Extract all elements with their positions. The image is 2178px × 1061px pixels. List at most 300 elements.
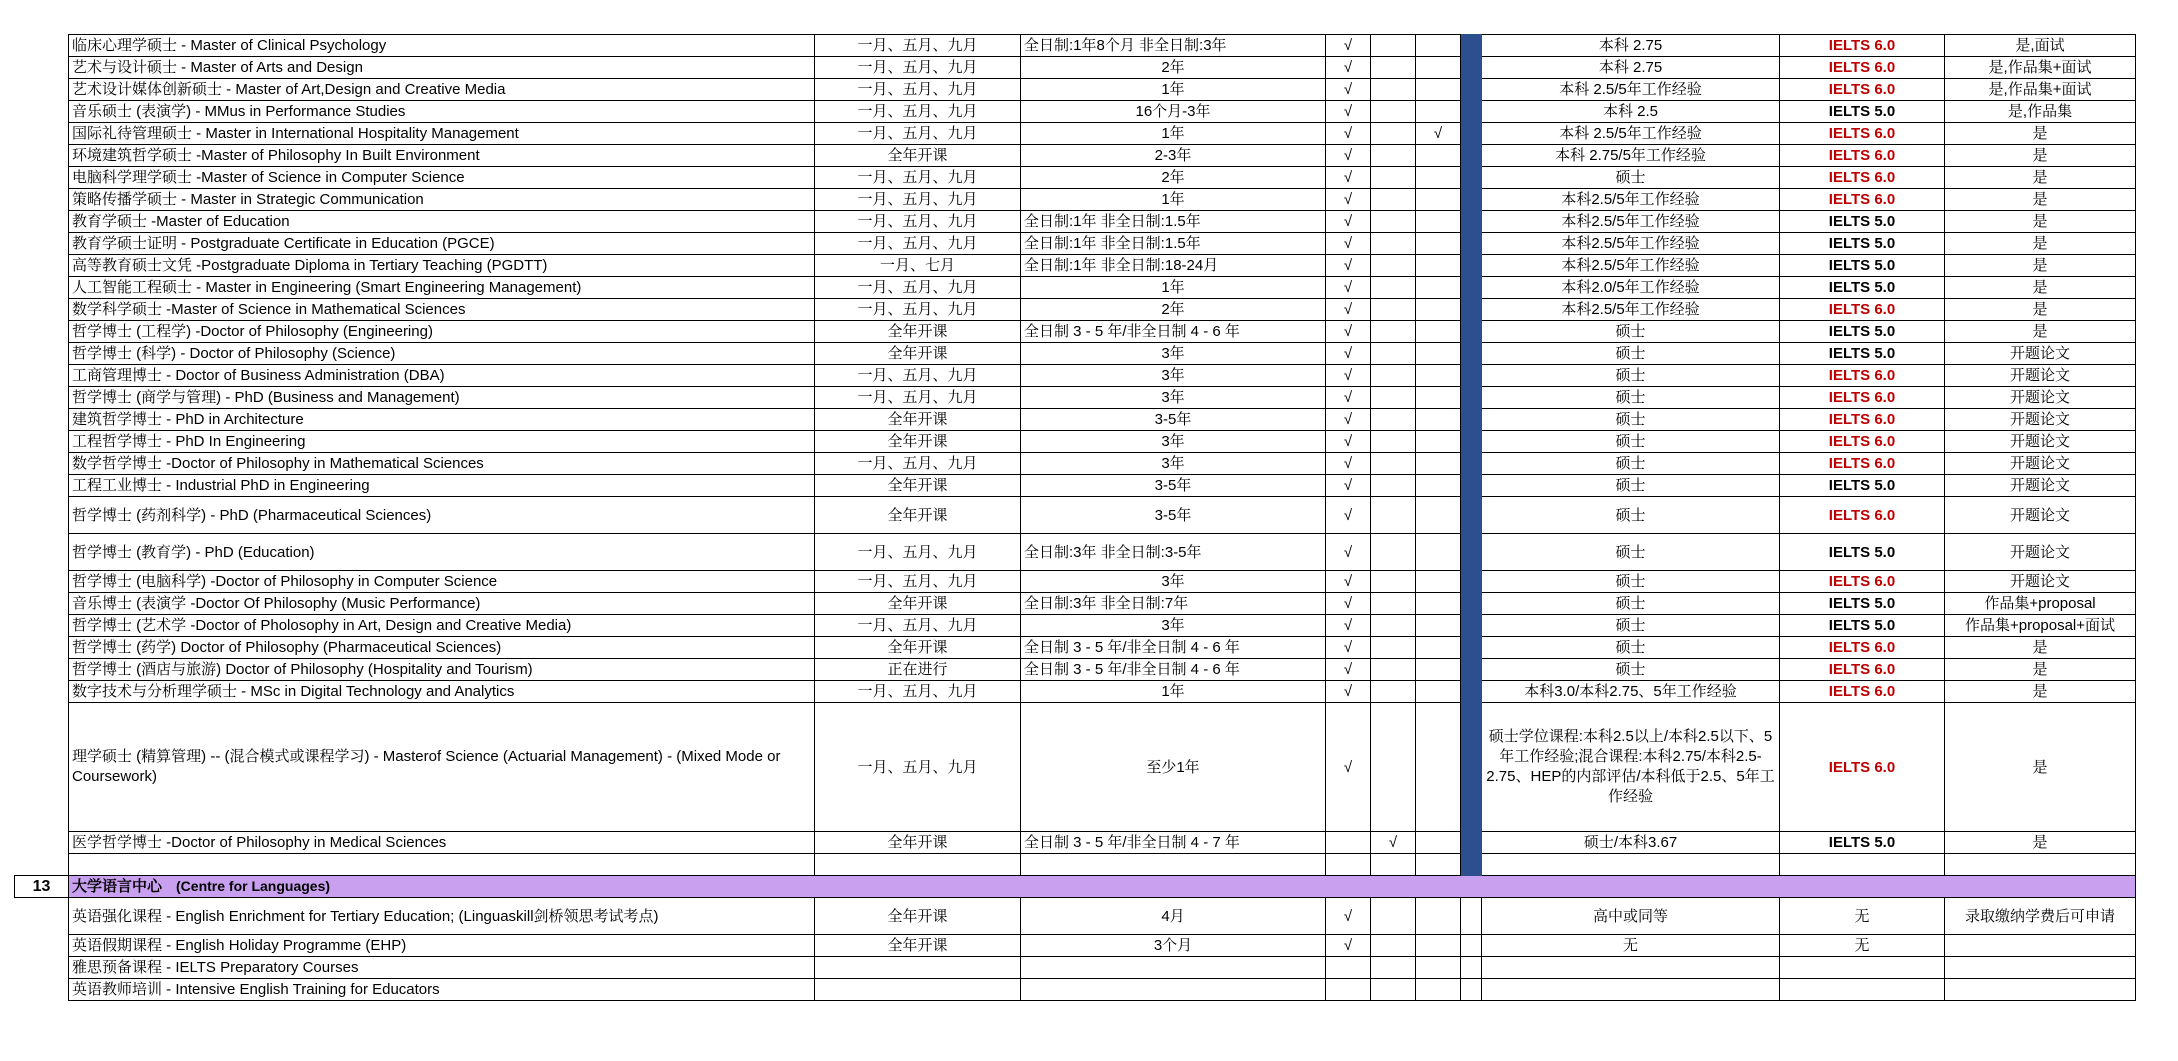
row-number-cell bbox=[15, 145, 69, 167]
interview-note: 是 bbox=[1945, 145, 2136, 167]
interview-note: 是 bbox=[1945, 123, 2136, 145]
check-mark: √ bbox=[1326, 299, 1371, 321]
check-mark bbox=[1416, 571, 1461, 593]
divider-column bbox=[1461, 497, 1482, 534]
intake-months: 一月、五月、九月 bbox=[815, 571, 1021, 593]
row-number-cell bbox=[15, 475, 69, 497]
check-mark bbox=[1371, 255, 1416, 277]
empty-cell bbox=[1945, 854, 2136, 876]
section-title-en: (Centre for Languages) bbox=[176, 878, 331, 894]
check-mark bbox=[1371, 935, 1416, 957]
check-mark bbox=[1371, 979, 1416, 1001]
program-name: 哲学博士 (药学) Doctor of Philosophy (Pharmaceutical Sciences) bbox=[69, 637, 815, 659]
intake-months bbox=[815, 957, 1021, 979]
intake-months: 一月、五月、九月 bbox=[815, 299, 1021, 321]
spacer-row bbox=[15, 854, 2136, 876]
check-mark bbox=[1416, 832, 1461, 854]
empty-cell bbox=[1416, 854, 1461, 876]
table-row bbox=[15, 343, 2136, 365]
check-mark bbox=[1416, 35, 1461, 57]
row-number-cell bbox=[15, 534, 69, 571]
check-mark: √ bbox=[1326, 475, 1371, 497]
table-row bbox=[15, 255, 2136, 277]
row-number-cell bbox=[15, 167, 69, 189]
empty-cell bbox=[1461, 935, 1482, 957]
ielts-score: IELTS 6.0 bbox=[1780, 189, 1945, 211]
intake-months: 一月、五月、九月 bbox=[815, 681, 1021, 703]
intake-months: 全年开课 bbox=[815, 343, 1021, 365]
table-row bbox=[15, 365, 2136, 387]
intake-months: 一月、五月、九月 bbox=[815, 277, 1021, 299]
program-name: 医学哲学博士 -Doctor of Philosophy in Medical Sciences bbox=[69, 832, 815, 854]
duration: 全日制:1年8个月 非全日制:3年 bbox=[1021, 35, 1326, 57]
table-row bbox=[15, 957, 2136, 979]
duration: 全日制:1年 非全日制:1.5年 bbox=[1021, 211, 1326, 233]
table-row bbox=[15, 145, 2136, 167]
entry-requirement: 本科 2.75 bbox=[1482, 35, 1780, 57]
duration: 全日制:1年 非全日制:18-24月 bbox=[1021, 255, 1326, 277]
entry-requirement: 硕士 bbox=[1482, 571, 1780, 593]
check-mark bbox=[1416, 321, 1461, 343]
check-mark bbox=[1371, 299, 1416, 321]
row-number-cell bbox=[15, 343, 69, 365]
intake-months: 一月、五月、九月 bbox=[815, 123, 1021, 145]
entry-requirement: 硕士 bbox=[1482, 637, 1780, 659]
check-mark bbox=[1371, 615, 1416, 637]
check-mark bbox=[1371, 453, 1416, 475]
intake-months: 一月、五月、九月 bbox=[815, 189, 1021, 211]
divider-column bbox=[1461, 593, 1482, 615]
divider-column bbox=[1461, 343, 1482, 365]
intake-months: 全年开课 bbox=[815, 497, 1021, 534]
intake-months: 一月、五月、九月 bbox=[815, 453, 1021, 475]
program-name: 哲学博士 (艺术学 -Doctor of Pholosophy in Art, Design and Creative Media) bbox=[69, 615, 815, 637]
row-number-cell bbox=[15, 659, 69, 681]
divider-column bbox=[1461, 321, 1482, 343]
ielts-score: IELTS 5.0 bbox=[1780, 475, 1945, 497]
duration: 2-3年 bbox=[1021, 145, 1326, 167]
row-number-cell bbox=[15, 832, 69, 854]
row-number-cell bbox=[15, 101, 69, 123]
ielts-score: IELTS 6.0 bbox=[1780, 571, 1945, 593]
empty-cell bbox=[815, 854, 1021, 876]
intake-months: 一月、五月、九月 bbox=[815, 211, 1021, 233]
ielts-score: IELTS 5.0 bbox=[1780, 832, 1945, 854]
program-name: 教育学硕士 -Master of Education bbox=[69, 211, 815, 233]
interview-note: 是 bbox=[1945, 167, 2136, 189]
duration: 2年 bbox=[1021, 167, 1326, 189]
row-number-cell bbox=[15, 79, 69, 101]
row-number-cell bbox=[15, 637, 69, 659]
check-mark: √ bbox=[1326, 57, 1371, 79]
entry-requirement: 本科 2.5 bbox=[1482, 101, 1780, 123]
check-mark: √ bbox=[1326, 681, 1371, 703]
intake-months: 一月、五月、九月 bbox=[815, 534, 1021, 571]
table-row bbox=[15, 681, 2136, 703]
ielts-score: 无 bbox=[1780, 898, 1945, 935]
check-mark: √ bbox=[1326, 365, 1371, 387]
program-name: 高等教育硕士文凭 -Postgraduate Diploma in Tertiary Teaching (PGDTT) bbox=[69, 255, 815, 277]
program-table bbox=[14, 34, 2136, 1001]
row-number-cell bbox=[15, 431, 69, 453]
row-number-cell bbox=[15, 123, 69, 145]
section-number: 13 bbox=[15, 876, 69, 898]
check-mark bbox=[1371, 593, 1416, 615]
check-mark bbox=[1416, 453, 1461, 475]
entry-requirement: 硕士 bbox=[1482, 431, 1780, 453]
check-mark bbox=[1416, 167, 1461, 189]
program-name: 电脑科学理学硕士 -Master of Science in Computer Science bbox=[69, 167, 815, 189]
entry-requirement: 硕士学位课程:本科2.5以上/本科2.5以下、5年工作经验;混合课程:本科2.75/本科2.5-2.75、HEP的内部评估/本科低于2.5、5年工作经验 bbox=[1482, 703, 1780, 832]
divider-column bbox=[1461, 101, 1482, 123]
check-mark: √ bbox=[1326, 233, 1371, 255]
program-name: 数学哲学博士 -Doctor of Philosophy in Mathematical Sciences bbox=[69, 453, 815, 475]
ielts-score: IELTS 6.0 bbox=[1780, 79, 1945, 101]
check-mark bbox=[1416, 431, 1461, 453]
row-number-cell bbox=[15, 233, 69, 255]
duration bbox=[1021, 957, 1326, 979]
divider-column bbox=[1461, 475, 1482, 497]
check-mark: √ bbox=[1326, 123, 1371, 145]
check-mark bbox=[1371, 534, 1416, 571]
check-mark bbox=[1371, 35, 1416, 57]
interview-note: 是 bbox=[1945, 299, 2136, 321]
table-row bbox=[15, 101, 2136, 123]
ielts-score: IELTS 5.0 bbox=[1780, 277, 1945, 299]
intake-months: 全年开课 bbox=[815, 832, 1021, 854]
check-mark bbox=[1371, 703, 1416, 832]
check-mark bbox=[1416, 979, 1461, 1001]
table-row bbox=[15, 167, 2136, 189]
duration: 全日制 3 - 5 年/非全日制 4 - 6 年 bbox=[1021, 659, 1326, 681]
check-mark: √ bbox=[1326, 431, 1371, 453]
table-row bbox=[15, 321, 2136, 343]
duration: 2年 bbox=[1021, 299, 1326, 321]
interview-note: 是 bbox=[1945, 637, 2136, 659]
check-mark bbox=[1416, 593, 1461, 615]
table-row bbox=[15, 453, 2136, 475]
program-name: 雅思预备课程 - IELTS Preparatory Courses bbox=[69, 957, 815, 979]
check-mark bbox=[1416, 898, 1461, 935]
ielts-score: IELTS 5.0 bbox=[1780, 615, 1945, 637]
table-row bbox=[15, 935, 2136, 957]
program-name: 建筑哲学博士 - PhD in Architecture bbox=[69, 409, 815, 431]
check-mark: √ bbox=[1326, 387, 1371, 409]
divider-column bbox=[1461, 534, 1482, 571]
check-mark bbox=[1416, 475, 1461, 497]
ielts-score: IELTS 6.0 bbox=[1780, 365, 1945, 387]
interview-note: 是,面试 bbox=[1945, 35, 2136, 57]
ielts-score: IELTS 6.0 bbox=[1780, 145, 1945, 167]
program-name: 环境建筑哲学硕士 -Master of Philosophy In Built Environment bbox=[69, 145, 815, 167]
check-mark bbox=[1416, 497, 1461, 534]
program-name: 哲学博士 (商学与管理) - PhD (Business and Management) bbox=[69, 387, 815, 409]
entry-requirement: 硕士 bbox=[1482, 453, 1780, 475]
divider-column bbox=[1461, 832, 1482, 854]
check-mark bbox=[1371, 681, 1416, 703]
duration: 3-5年 bbox=[1021, 497, 1326, 534]
ielts-score: IELTS 6.0 bbox=[1780, 497, 1945, 534]
duration: 1年 bbox=[1021, 79, 1326, 101]
check-mark: √ bbox=[1326, 101, 1371, 123]
table-row bbox=[15, 431, 2136, 453]
check-mark: √ bbox=[1326, 615, 1371, 637]
check-mark: √ bbox=[1326, 593, 1371, 615]
intake-months bbox=[815, 979, 1021, 1001]
divider-column bbox=[1461, 659, 1482, 681]
row-number-cell bbox=[15, 453, 69, 475]
check-mark bbox=[1371, 637, 1416, 659]
table-row bbox=[15, 189, 2136, 211]
row-number-cell bbox=[15, 957, 69, 979]
ielts-score: IELTS 6.0 bbox=[1780, 681, 1945, 703]
table-row bbox=[15, 637, 2136, 659]
table-row bbox=[15, 211, 2136, 233]
divider-column bbox=[1461, 703, 1482, 832]
row-number-cell bbox=[15, 935, 69, 957]
duration: 1年 bbox=[1021, 123, 1326, 145]
interview-note: 是 bbox=[1945, 277, 2136, 299]
interview-note: 作品集+proposal bbox=[1945, 593, 2136, 615]
duration: 3年 bbox=[1021, 571, 1326, 593]
check-mark bbox=[1416, 957, 1461, 979]
ielts-score: IELTS 6.0 bbox=[1780, 57, 1945, 79]
ielts-score bbox=[1780, 979, 1945, 1001]
section-title bbox=[69, 876, 2136, 898]
section-title-zh: 大学语言中心 bbox=[72, 878, 163, 895]
row-number-cell bbox=[15, 703, 69, 832]
check-mark bbox=[1416, 299, 1461, 321]
program-name: 哲学博士 (电脑科学) -Doctor of Philosophy in Computer Science bbox=[69, 571, 815, 593]
duration: 全日制 3 - 5 年/非全日制 4 - 7 年 bbox=[1021, 832, 1326, 854]
ielts-score: IELTS 5.0 bbox=[1780, 534, 1945, 571]
empty-cell bbox=[1461, 898, 1482, 935]
divider-column bbox=[1461, 211, 1482, 233]
interview-note: 开题论文 bbox=[1945, 534, 2136, 571]
intake-months: 一月、五月、九月 bbox=[815, 233, 1021, 255]
check-mark: √ bbox=[1326, 343, 1371, 365]
duration: 3-5年 bbox=[1021, 475, 1326, 497]
empty-cell bbox=[1371, 854, 1416, 876]
empty-cell bbox=[1461, 957, 1482, 979]
entry-requirement: 硕士 bbox=[1482, 167, 1780, 189]
divider-column bbox=[1461, 57, 1482, 79]
interview-note: 是 bbox=[1945, 832, 2136, 854]
check-mark bbox=[1416, 277, 1461, 299]
check-mark bbox=[1371, 57, 1416, 79]
row-number-cell bbox=[15, 189, 69, 211]
entry-requirement: 本科 2.5/5年工作经验 bbox=[1482, 79, 1780, 101]
ielts-score: IELTS 6.0 bbox=[1780, 299, 1945, 321]
program-name: 哲学博士 (酒店与旅游) Doctor of Philosophy (Hospitality and Tourism) bbox=[69, 659, 815, 681]
duration: 2年 bbox=[1021, 57, 1326, 79]
ielts-score: IELTS 6.0 bbox=[1780, 453, 1945, 475]
check-mark bbox=[1371, 409, 1416, 431]
row-number-cell bbox=[15, 898, 69, 935]
ielts-score: IELTS 6.0 bbox=[1780, 431, 1945, 453]
check-mark bbox=[1416, 615, 1461, 637]
entry-requirement: 硕士 bbox=[1482, 615, 1780, 637]
check-mark: √ bbox=[1326, 453, 1371, 475]
divider-column bbox=[1461, 189, 1482, 211]
interview-note: 开题论文 bbox=[1945, 475, 2136, 497]
check-mark bbox=[1371, 277, 1416, 299]
intake-months: 正在进行 bbox=[815, 659, 1021, 681]
duration: 4月 bbox=[1021, 898, 1326, 935]
intake-months: 全年开课 bbox=[815, 475, 1021, 497]
table-row bbox=[15, 659, 2136, 681]
intake-months: 全年开课 bbox=[815, 935, 1021, 957]
check-mark bbox=[1371, 365, 1416, 387]
row-number-cell bbox=[15, 277, 69, 299]
interview-note: 是 bbox=[1945, 681, 2136, 703]
check-mark bbox=[1371, 145, 1416, 167]
program-name: 策略传播学硕士 - Master in Strategic Communication bbox=[69, 189, 815, 211]
duration: 全日制 3 - 5 年/非全日制 4 - 6 年 bbox=[1021, 321, 1326, 343]
row-number-cell bbox=[15, 299, 69, 321]
program-name: 临床心理学硕士 - Master of Clinical Psychology bbox=[69, 35, 815, 57]
program-name: 哲学博士 (科学) - Doctor of Philosophy (Science) bbox=[69, 343, 815, 365]
interview-note: 是,作品集+面试 bbox=[1945, 79, 2136, 101]
row-number-cell bbox=[15, 854, 69, 876]
interview-note: 是 bbox=[1945, 211, 2136, 233]
row-number-cell bbox=[15, 365, 69, 387]
row-number-cell bbox=[15, 321, 69, 343]
interview-note: 是 bbox=[1945, 321, 2136, 343]
ielts-score: IELTS 6.0 bbox=[1780, 703, 1945, 832]
row-number-cell bbox=[15, 593, 69, 615]
check-mark: √ bbox=[1326, 898, 1371, 935]
check-mark: √ bbox=[1326, 167, 1371, 189]
program-name: 英语教师培训 - Intensive English Training for Educators bbox=[69, 979, 815, 1001]
divider-column bbox=[1461, 167, 1482, 189]
program-name: 国际礼待管理硕士 - Master in International Hospitality Management bbox=[69, 123, 815, 145]
check-mark bbox=[1416, 343, 1461, 365]
entry-requirement: 硕士 bbox=[1482, 409, 1780, 431]
entry-requirement bbox=[1482, 957, 1780, 979]
program-name: 工程工业博士 - Industrial PhD in Engineering bbox=[69, 475, 815, 497]
program-name: 工程哲学博士 - PhD In Engineering bbox=[69, 431, 815, 453]
duration: 至少1年 bbox=[1021, 703, 1326, 832]
table-row bbox=[15, 475, 2136, 497]
interview-note: 作品集+proposal+面试 bbox=[1945, 615, 2136, 637]
empty-cell bbox=[1482, 854, 1780, 876]
divider-column bbox=[1461, 571, 1482, 593]
program-name: 哲学博士 (药剂科学) - PhD (Pharmaceutical Sciences) bbox=[69, 497, 815, 534]
ielts-score: IELTS 5.0 bbox=[1780, 233, 1945, 255]
entry-requirement: 本科2.5/5年工作经验 bbox=[1482, 255, 1780, 277]
ielts-score: IELTS 5.0 bbox=[1780, 593, 1945, 615]
entry-requirement: 硕士 bbox=[1482, 475, 1780, 497]
check-mark bbox=[1326, 979, 1371, 1001]
ielts-score: IELTS 6.0 bbox=[1780, 659, 1945, 681]
duration: 1年 bbox=[1021, 277, 1326, 299]
entry-requirement bbox=[1482, 979, 1780, 1001]
duration: 1年 bbox=[1021, 681, 1326, 703]
intake-months: 全年开课 bbox=[815, 898, 1021, 935]
interview-note: 开题论文 bbox=[1945, 387, 2136, 409]
check-mark bbox=[1416, 659, 1461, 681]
divider-column bbox=[1461, 431, 1482, 453]
divider-column bbox=[1461, 277, 1482, 299]
check-mark bbox=[1416, 145, 1461, 167]
check-mark: √ bbox=[1326, 637, 1371, 659]
row-number-cell bbox=[15, 409, 69, 431]
table-row bbox=[15, 409, 2136, 431]
interview-note: 开题论文 bbox=[1945, 365, 2136, 387]
interview-note: 录取缴纳学费后可申请 bbox=[1945, 898, 2136, 935]
entry-requirement: 无 bbox=[1482, 935, 1780, 957]
interview-note bbox=[1945, 979, 2136, 1001]
divider-column bbox=[1461, 453, 1482, 475]
program-name: 工商管理博士 - Doctor of Business Administration (DBA) bbox=[69, 365, 815, 387]
program-name: 数学科学硕士 -Master of Science in Mathematical Sciences bbox=[69, 299, 815, 321]
intake-months: 一月、五月、九月 bbox=[815, 57, 1021, 79]
program-name: 数字技术与分析理学硕士 - MSc in Digital Technology and Analytics bbox=[69, 681, 815, 703]
table-row bbox=[15, 497, 2136, 534]
row-number-cell bbox=[15, 615, 69, 637]
intake-months: 一月、五月、九月 bbox=[815, 615, 1021, 637]
row-number-cell bbox=[15, 571, 69, 593]
program-name: 哲学博士 (教育学) - PhD (Education) bbox=[69, 534, 815, 571]
check-mark bbox=[1416, 681, 1461, 703]
duration: 3年 bbox=[1021, 615, 1326, 637]
entry-requirement: 本科2.5/5年工作经验 bbox=[1482, 299, 1780, 321]
check-mark bbox=[1416, 637, 1461, 659]
row-number-cell bbox=[15, 35, 69, 57]
program-name: 音乐博士 (表演学 -Doctor Of Philosophy (Music Performance) bbox=[69, 593, 815, 615]
check-mark: √ bbox=[1326, 189, 1371, 211]
program-name: 教育学硕士证明 - Postgraduate Certificate in Education (PGCE) bbox=[69, 233, 815, 255]
divider-column bbox=[1461, 123, 1482, 145]
interview-note: 开题论文 bbox=[1945, 571, 2136, 593]
program-name: 理学硕士 (精算管理) -- (混合模式或课程学习) - Masterof Science (Actuarial Management) - (Mixed Mode or Coursework) bbox=[69, 703, 815, 832]
entry-requirement: 硕士 bbox=[1482, 365, 1780, 387]
entry-requirement: 硕士 bbox=[1482, 343, 1780, 365]
empty-cell bbox=[1021, 854, 1326, 876]
check-mark bbox=[1416, 409, 1461, 431]
ielts-score bbox=[1780, 957, 1945, 979]
duration: 3个月 bbox=[1021, 935, 1326, 957]
check-mark bbox=[1416, 534, 1461, 571]
program-name: 艺术与设计硕士 - Master of Arts and Design bbox=[69, 57, 815, 79]
table-row bbox=[15, 123, 2136, 145]
check-mark: √ bbox=[1326, 659, 1371, 681]
intake-months: 全年开课 bbox=[815, 431, 1021, 453]
check-mark: √ bbox=[1326, 321, 1371, 343]
interview-note: 是 bbox=[1945, 255, 2136, 277]
intake-months: 一月、五月、九月 bbox=[815, 703, 1021, 832]
divider-column bbox=[1461, 299, 1482, 321]
divider-column bbox=[1461, 35, 1482, 57]
duration: 3年 bbox=[1021, 453, 1326, 475]
ielts-score: IELTS 6.0 bbox=[1780, 637, 1945, 659]
interview-note: 是 bbox=[1945, 233, 2136, 255]
check-mark: √ bbox=[1371, 832, 1416, 854]
table-row bbox=[15, 277, 2136, 299]
intake-months: 一月、五月、九月 bbox=[815, 365, 1021, 387]
check-mark: √ bbox=[1326, 409, 1371, 431]
divider-column bbox=[1461, 79, 1482, 101]
entry-requirement: 硕士 bbox=[1482, 497, 1780, 534]
divider-column bbox=[1461, 255, 1482, 277]
entry-requirement: 本科2.5/5年工作经验 bbox=[1482, 189, 1780, 211]
entry-requirement: 硕士/本科3.67 bbox=[1482, 832, 1780, 854]
check-mark bbox=[1416, 101, 1461, 123]
duration: 3年 bbox=[1021, 431, 1326, 453]
interview-note: 开题论文 bbox=[1945, 409, 2136, 431]
empty-cell bbox=[69, 854, 815, 876]
